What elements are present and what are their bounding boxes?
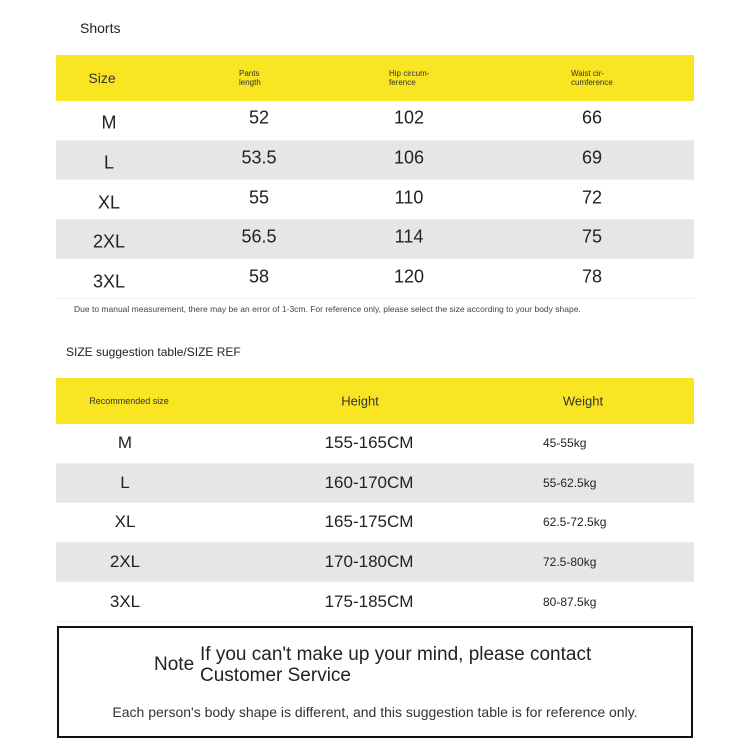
- table-row: [56, 259, 694, 299]
- table-header: [56, 55, 694, 101]
- height-cell: 160-170CM: [324, 472, 414, 492]
- shorts-size-table: [56, 55, 694, 299]
- note-message-line2: Customer Service: [200, 665, 351, 686]
- height-cell: 165-175CM: [324, 512, 414, 532]
- table-row: [56, 180, 694, 220]
- shorts-title: Shorts: [80, 20, 121, 36]
- pants-length-cell: 58: [248, 266, 270, 287]
- weight-cell: 72.5-80kg: [543, 555, 597, 570]
- header-hip: [389, 69, 429, 87]
- waist-cell: 75: [581, 226, 603, 247]
- size-cell: XL: [97, 192, 121, 213]
- weight-cell: 62.5-72.5kg: [543, 515, 607, 530]
- table-row: [56, 464, 694, 504]
- size-suggestion-table: [56, 378, 694, 622]
- size-cell: M: [101, 112, 117, 133]
- waist-cell: 72: [581, 187, 603, 208]
- hip-cell: 102: [393, 107, 425, 128]
- size-cell: 3XL: [92, 271, 126, 292]
- size-cell: 3XL: [109, 591, 141, 611]
- weight-cell: 80-87.5kg: [543, 594, 597, 609]
- table-row: [56, 543, 694, 583]
- table-row: [56, 582, 694, 622]
- header-pants-length: [239, 69, 261, 87]
- hip-cell: 120: [393, 266, 425, 287]
- size-cell: L: [103, 152, 115, 173]
- table-row: [56, 220, 694, 260]
- header-weight: Weight: [562, 393, 604, 409]
- header-height: Height: [341, 393, 379, 409]
- weight-cell: 55-62.5kg: [543, 475, 597, 490]
- pants-length-cell: 53.5: [241, 147, 277, 168]
- header-pants-length-line1: Pants: [239, 69, 260, 78]
- size-cell: M: [117, 433, 133, 453]
- pants-length-cell: 55: [248, 187, 270, 208]
- table-row: [56, 424, 694, 464]
- note-box: [57, 626, 693, 738]
- header-waist-line2: cumference: [571, 78, 613, 87]
- header-hip-line1: Hip circum-: [389, 69, 430, 78]
- height-cell: 155-165CM: [324, 433, 414, 453]
- waist-cell: 69: [581, 147, 603, 168]
- waist-cell: 78: [581, 266, 603, 287]
- height-cell: 175-185CM: [324, 591, 414, 611]
- suggestion-title: SIZE suggestion table/SIZE REF: [66, 345, 241, 359]
- size-cell: L: [120, 472, 130, 492]
- hip-cell: 106: [393, 147, 425, 168]
- table-row: [56, 101, 694, 141]
- size-cell: XL: [114, 512, 136, 532]
- table-header: [56, 378, 694, 424]
- note-footer: Each person's body shape is different, and this suggestion table is for reference only.: [112, 704, 638, 720]
- header-recommended-size: Recommended size: [89, 396, 169, 406]
- header-hip-line2: ference: [389, 78, 416, 87]
- note-message: [200, 644, 591, 686]
- note-label: Note: [154, 654, 195, 675]
- measurement-disclaimer: Due to manual measurement, there may be an error of 1-3cm. For reference only, please select the size according to your body shape.: [74, 304, 581, 314]
- pants-length-cell: 52: [248, 107, 270, 128]
- note-message-line1: If you can't make up your mind, please contact: [200, 644, 592, 665]
- weight-cell: 45-55kg: [543, 436, 587, 451]
- header-pants-length-line2: length: [239, 78, 261, 87]
- header-waist: [571, 69, 613, 87]
- waist-cell: 66: [581, 107, 603, 128]
- hip-cell: 114: [394, 226, 424, 247]
- hip-cell: 110: [394, 187, 424, 208]
- header-waist-line1: Waist cir-: [571, 69, 605, 78]
- height-cell: 170-180CM: [324, 552, 414, 572]
- pants-length-cell: 56.5: [241, 226, 277, 247]
- size-cell: 2XL: [109, 552, 141, 572]
- table-row: [56, 503, 694, 543]
- header-size: Size: [88, 70, 116, 86]
- size-cell: 2XL: [92, 231, 126, 252]
- table-row: [56, 141, 694, 181]
